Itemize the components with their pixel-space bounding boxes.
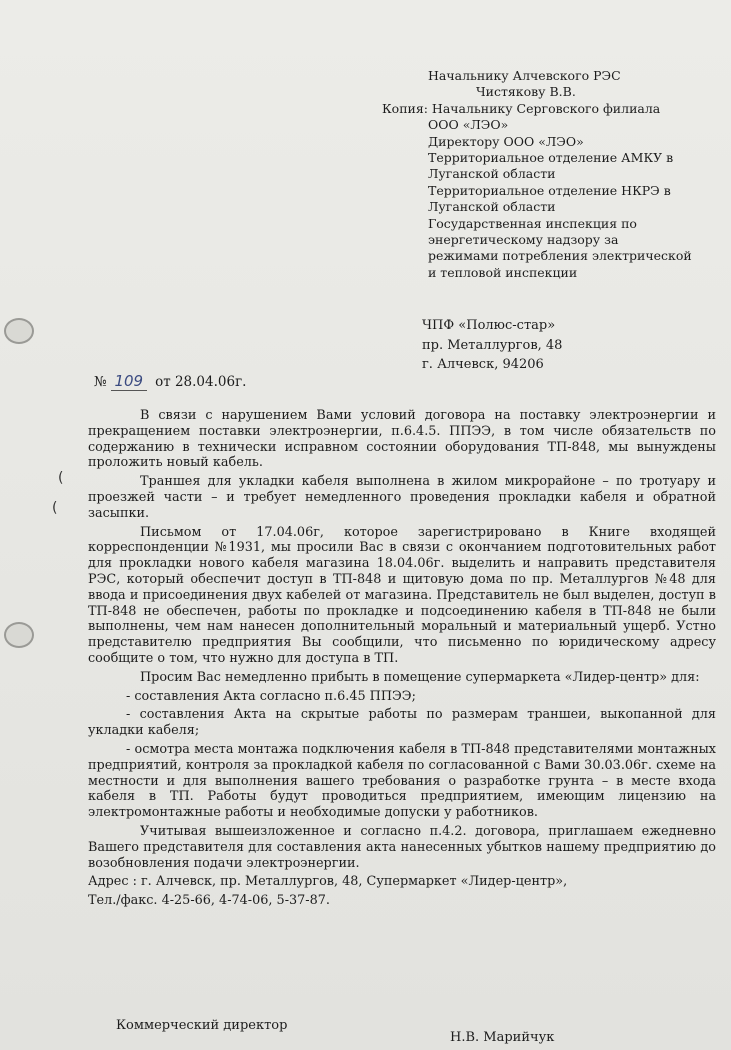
addressee-line: Луганской области [428, 199, 556, 215]
sender-block [422, 316, 722, 375]
body-paragraph: Письмом от 17.04.06г, которое зарегистрировано в Книге входящей корреспонденции №1931, мы просили Вас в связи с окончанием подготовительных работ для прокладки нового кабеля магазина 18.04.06г. выделить и направить представителя РЭС, который обеспечит доступ в ТП-848 и щитовую дома по пр. Металлургов №48 для ввода и присоединения двух кабелей от магазина. Представитель не был выделен, доступ в ТП-848 не обеспечен, работы по прокладке и подсоединению кабеля в ТП-848 не были выполнены, чем нам нанесен дополнительный моральный и материальный ущерб. Устно представителю предприятия Вы сообщили, что письменно по юридическому адресу сообщите о том, что нужно для доступа в ТП. [88, 524, 716, 666]
addressee-line: Территориальное отделение НКРЭ в [428, 182, 671, 198]
punch-hole-bottom [4, 622, 34, 648]
list-item: - составления Акта на скрытые работы по размерам траншеи, выкопанной для укладки кабеля; [88, 707, 716, 739]
sender-street: пр. Металлургов, 48 [422, 337, 563, 353]
signature-block [116, 1018, 716, 1045]
reference-prefix: № [94, 374, 107, 390]
contact-address: Адрес : г. Алчевск, пр. Металлургов, 48, Супермаркет «Лидер-центр», [88, 874, 568, 890]
margin-mark-1: ( [58, 470, 64, 486]
punch-hole-top [4, 318, 34, 344]
body-paragraph: Учитывая вышеизложенное и согласно п.4.2. договора, приглашаем ежедневно Вашего представителя для составления акта нанесенных убытков нашему предприятию до возобновления подачи электроэнергии. [88, 823, 716, 871]
addressee-line: Территориальное отделение АМКУ в [428, 150, 674, 166]
body-paragraph: Траншея для укладки кабеля выполнена в жилом микрорайоне – по тротуару и проезжей части – и требует немедленного проведения прокладки кабеля и обратной засыпки. [88, 474, 716, 521]
addressee-line: режимами потребления электрической [428, 248, 692, 264]
contact-phones: Тел./факс. 4-25-66, 4-74-06, 5-37-87. [88, 893, 330, 909]
addressee-line: ООО «ЛЭО» [428, 117, 509, 133]
sender-org: ЧПФ «Полюс-стар» [422, 318, 556, 333]
signer-title: Коммерческий директор [116, 1018, 288, 1033]
addressee-line: Чистякову В.В. [476, 84, 576, 100]
addressee-line: Луганской области [428, 166, 556, 182]
addressee-line: Копия: Начальнику Серговского филиала [382, 100, 661, 116]
sender-city: г. Алчевск, 94206 [422, 357, 544, 372]
addressee-line: Директору ООО «ЛЭО» [428, 133, 584, 149]
addressee-line: Начальнику Алчевского РЭС [428, 68, 621, 83]
body-paragraph: В связи с нарушением Вами условий договора на поставку электроэнергии и прекращением поставки электроэнергии, п.6.4.5. ППЭЭ, в том числе обязательств по содержанию в технически исправном состоянии оборудования ТП-848, мы вынуждены проложить новый кабель. [88, 408, 716, 471]
letter-body [88, 408, 716, 912]
margin-mark-2: ( [52, 500, 58, 516]
addressee-line: Государственная инспекция по [428, 215, 637, 231]
body-paragraph: Просим Вас немедленно прибыть в помещение супермаркета «Лидер-центр» для: [140, 669, 700, 685]
addressee-line: и тепловой инспекции [428, 264, 578, 280]
list-item: - осмотра места монтажа подключения кабеля в ТП-848 представителями монтажных предприятий, контроля за прокладкой кабеля по согласованной с Вами 30.03.06г. схеме на местности и для выполнения вашего требования о разработке грунта – в месте входа кабеля в ТП. Работы будут проводиться предприятием, имеющим лицензию на электромонтажные работы и необходимые допуски у работников. [88, 741, 716, 821]
reference-date: от 28.04.06г. [155, 374, 247, 390]
addressee-block [382, 68, 727, 281]
signer-name: Н.В. Марийчук [450, 1030, 555, 1045]
list-item: - составления Акта согласно п.6.45 ППЭЭ; [126, 688, 416, 704]
reference-number: 109 [111, 372, 147, 391]
addressee-line: энергетическому надзору за [428, 232, 619, 248]
reference-line [94, 372, 246, 391]
